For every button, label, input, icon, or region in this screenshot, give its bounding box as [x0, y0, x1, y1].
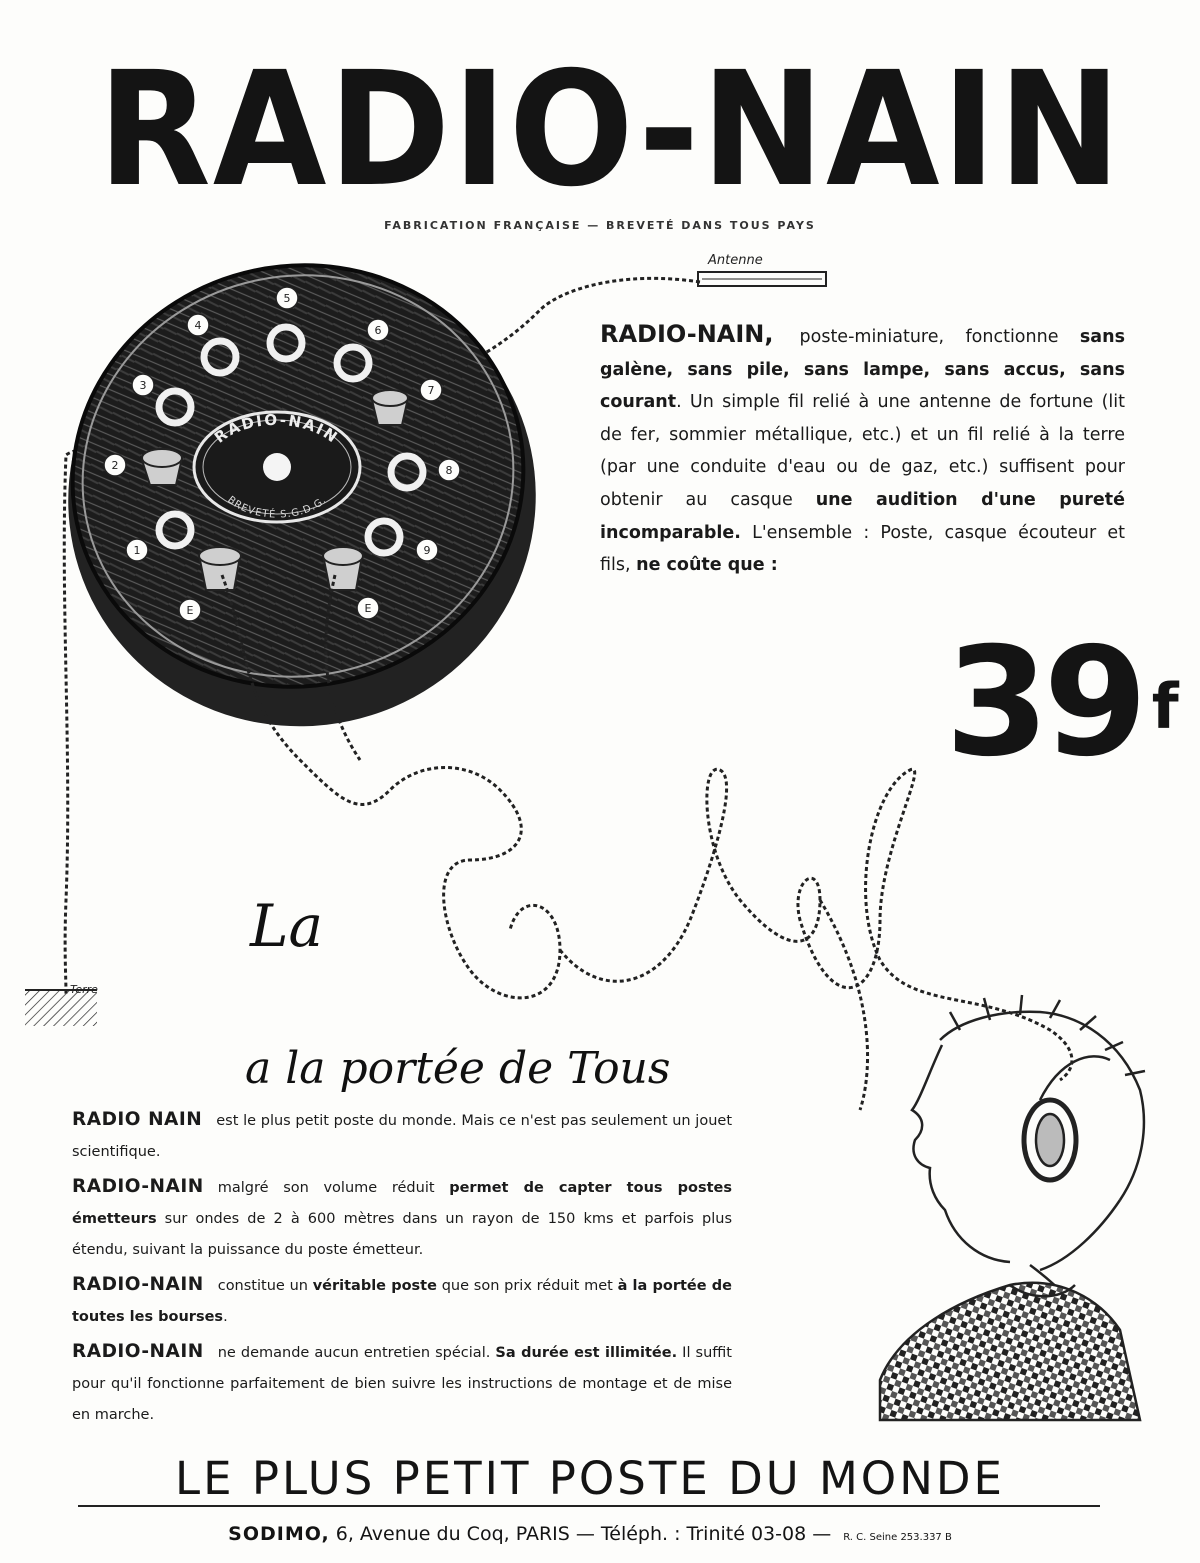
- price: [945, 616, 1179, 790]
- paragraph-text: Il suffit pour qu'il fonctionne parfaitement de bien suivre les instructions de montage et de mise en marche.: [72, 1345, 732, 1423]
- company-name: SODIMO,: [228, 1523, 330, 1545]
- terminal-number: 2: [111, 459, 119, 472]
- paragraph-bold: Sa durée est illimitée.: [495, 1345, 678, 1361]
- price-unit: f: [1151, 670, 1179, 743]
- paragraph-brand: RADIO-NAIN: [72, 1176, 204, 1197]
- paragraph-text: que son prix réduit met: [436, 1278, 618, 1294]
- paragraph-bold: à la portée de toutes les bourses: [72, 1278, 732, 1325]
- paragraph: [72, 1269, 732, 1333]
- price-value: 39: [945, 616, 1142, 790]
- terminal-number: 9: [423, 544, 431, 557]
- intro-brand: RADIO-NAIN,: [600, 320, 774, 348]
- company-address: 6, Avenue du Coq, PARIS — Téléph. : Trinité 03-08 —: [335, 1523, 832, 1545]
- device-label-bottom: BREVETÉ S.G.D.G.: [225, 494, 329, 521]
- terminal-number: 4: [194, 319, 202, 332]
- slogan-la: La: [250, 892, 324, 960]
- paragraph-brand: RADIO-NAIN: [72, 1274, 204, 1295]
- terminal-number: E: [186, 604, 194, 617]
- paragraph-bold: véritable poste: [312, 1278, 437, 1294]
- terminal-number: 5: [283, 292, 291, 305]
- paragraph-text: ne demande aucun entretien spécial.: [217, 1345, 496, 1361]
- body-paragraphs: [72, 1104, 732, 1434]
- paragraph-bold: permet de capter tous postes émetteurs: [72, 1180, 732, 1227]
- paragraph-text: sur ondes de 2 à 600 mètres dans un rayon de 150 kms et parfois plus étendu, suivant la puissance du poste émetteur.: [72, 1211, 732, 1258]
- footer-headline: LE PLUS PETIT POSTE DU MONDE: [175, 1452, 1005, 1505]
- terminal-number: 8: [445, 464, 453, 477]
- paragraph-brand: RADIO NAIN: [72, 1109, 203, 1130]
- masthead-title: RADIO-NAIN: [97, 38, 1123, 222]
- intro-text-3: L'ensemble : Poste, casque écouteur et fils,: [600, 522, 1125, 576]
- footer-address: [80, 1523, 1100, 1545]
- tagline: FABRICATION FRANÇAISE — BREVETÉ DANS TOUS PAYS: [384, 219, 816, 232]
- paragraph-text: .: [223, 1309, 228, 1325]
- terminal-number: 7: [427, 384, 435, 397]
- company-registration: R. C. Seine 253.337 B: [843, 1532, 952, 1543]
- device-label-top: RADIO-NAIN: [211, 410, 343, 448]
- paragraph-text: est le plus petit poste du monde. Mais ce n'est pas seulement un jouet scientifique.: [72, 1113, 732, 1160]
- intro-bold-3: ne coûte que :: [636, 555, 778, 576]
- terminal-number: 3: [139, 379, 147, 392]
- terminal-number: 6: [374, 324, 382, 337]
- paragraph-text: malgré son volume réduit: [217, 1180, 450, 1196]
- intro-bold-1: sans galène, sans pile, sans lampe, sans accus, sans courant: [600, 327, 1125, 413]
- paragraph: [72, 1104, 732, 1168]
- radio-device: [26, 224, 579, 770]
- intro-text-1: poste-miniature, fonctionne: [799, 327, 1080, 347]
- intro-bold-2: une audition d'une pureté incomparable.: [600, 489, 1125, 543]
- paragraph-brand: RADIO-NAIN: [72, 1341, 204, 1362]
- footer-rule: [78, 1505, 1100, 1507]
- ground-label: Terre: [70, 983, 98, 996]
- paragraph-text: constitue un: [217, 1278, 313, 1294]
- paragraph: [72, 1336, 732, 1431]
- terminal-number: E: [364, 602, 372, 615]
- terminal-number: 1: [133, 544, 141, 557]
- antenna-label: Antenne: [708, 253, 763, 268]
- intro-paragraph: [600, 318, 1125, 582]
- listener-figure: [880, 995, 1145, 1420]
- slogan-portee: a la portée de Tous: [245, 1043, 671, 1094]
- paragraph: [72, 1171, 732, 1266]
- intro-text-2: . Un simple fil relié à une antenne de fortune (lit de fer, sommier métallique, etc.) et un fil relié à la terre (par une conduite d'eau ou de gaz, etc.) suffisent pour obtenir au casque: [600, 392, 1125, 510]
